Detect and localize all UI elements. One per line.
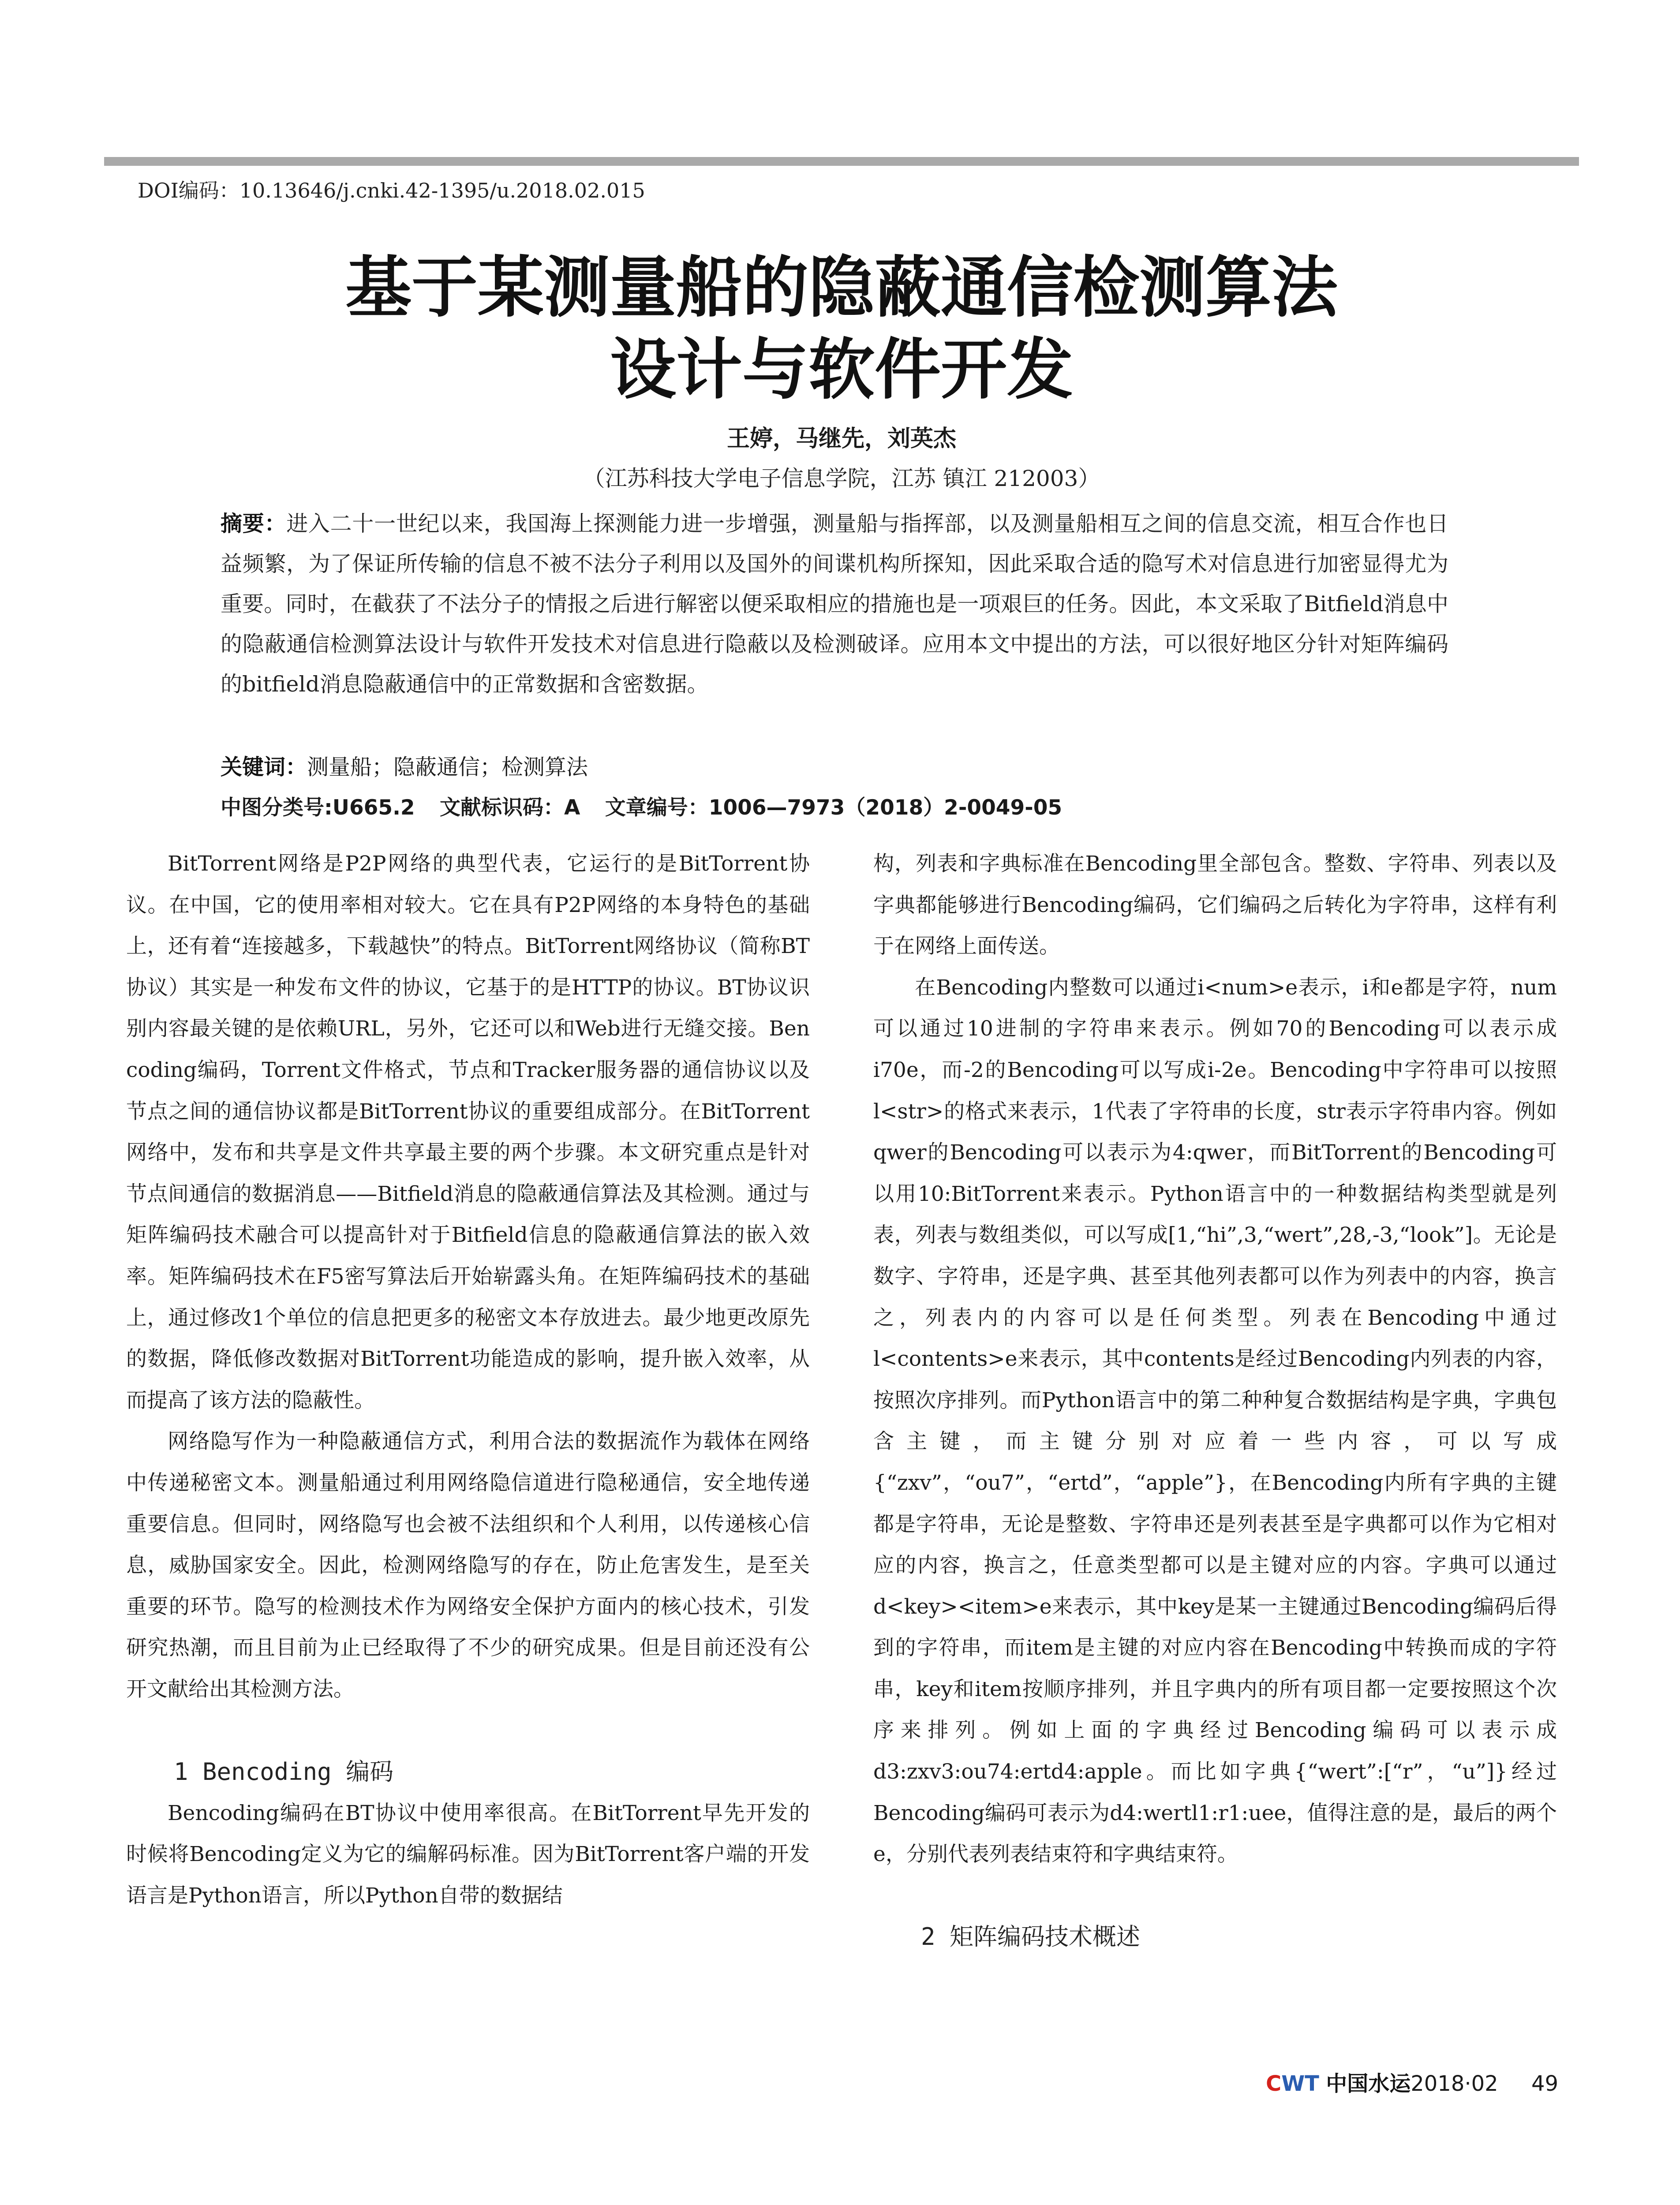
article-number: 文章编号：1006—7973（2018）2-0049-05 bbox=[605, 796, 1063, 820]
header-rule bbox=[104, 157, 1579, 166]
body-paragraph: BitTorrent网络是P2P网络的典型代表，它运行的是BitTorrent协议。在中国，它的使用率相对较大。它在具有P2P网络的本身特色的基础上，还有着“连接越多，下载越快”的特点。BitTorrent网络协议（简称BT协议）其实是一种发布文件的协议，它基于的是HTTP的协议。BT协议识别内容最关键的是依赖URL，另外，它还可以和Web进行无缝交接。Ben coding编码，Torrent文件格式，节点和Tracker服务器的通信协议以及节点之间的通信协议都是BitTorrent协议的重要组成部分。在BitTorrent网络中，发布和共享是文件共享最主要的两个步骤。本文研究重点是针对节点间通信的数据消息——Bitfield消息的隐蔽通信算法及其检测。通过与矩阵编码技术融合可以提高针对于Bitfield信息的隐蔽通信算法的嵌入效率。矩阵编码技术在F5密写算法后开始崭露头角。在矩阵编码技术的基础上，通过修改1个单位的信息把更多的秘密文本存放进去。最少地更改原先的数据，降低修改数据对BitTorrent功能造成的影响，提升嵌入效率，从而提高了该方法的隐蔽性。 bbox=[126, 852, 810, 1413]
clc-number: 中图分类号:U665.2 bbox=[221, 796, 415, 820]
journal-logo-wt: WT bbox=[1281, 2071, 1319, 2096]
keywords-label: 关键词： bbox=[221, 755, 307, 780]
journal-name: 中国水运 bbox=[1326, 2071, 1411, 2096]
journal-logo-c: C bbox=[1266, 2071, 1282, 2096]
title-line-2: 设计与软件开发 bbox=[610, 332, 1073, 408]
page-number: 49 bbox=[1531, 2071, 1559, 2096]
journal-issue: 2018·02 bbox=[1411, 2071, 1498, 2096]
abstract-label: 摘要： bbox=[221, 511, 287, 536]
paper-title bbox=[104, 247, 1579, 411]
section-heading-1: 1 Bencoding 编码 bbox=[174, 1758, 394, 1786]
classification-line bbox=[221, 790, 1500, 826]
section-heading-2: 2 矩阵编码技术概述 bbox=[921, 1923, 1141, 1951]
keywords bbox=[221, 750, 1448, 785]
body-paragraph: 在Bencoding内整数可以通过i<num>e表示，i和e都是字符，num可以通过10进制的字符串来表示。例如70的Bencoding可以表示成i70e，而-2的Bencoding可以写成i-2e。Bencoding中字符串可以按照l<str>的格式来表示，1代表了字符串的长度，str表示字符串内容。例如qwer的Bencoding可以表示为4:qwer，而BitTorrent的Bencoding可以用10:BitTorrent来表示。Python语言中的一种数据结构类型就是列表，列表与数组类似，可以写成[1,“hi”,3,“wert”,28,-3,“look”]。无论是数字、字符串，还是字典、甚至其他列表都可以作为列表中的内容，换言之，列表内的内容可以是任何类型。列表在Bencoding中通过l<contents>e来表示，其中contents是经过Bencoding内列表的内容，按照次序排列。而Python语言中的第二种种复合数据结构是字典，字典包含主键，而主键分别对应着一些内容，可以写成{“zxv”，“ou7”，“ertd”，“apple”}，在Bencoding内所有字典的主键都是字符串，无论是整数、字符串还是列表甚至是字典都可以作为它相对应的内容，换言之，任意类型都可以是主键对应的内容。字典可以通过d<key><item>e来表示，其中key是某一主键通过Bencoding编码后得到的字符串，而item是主键的对应内容在Bencoding中转换而成的字符串，key和item按顺序排列，并且字典内的所有项目都一定要按照这个次序来排列。例如上面的字典经过Bencoding编码可以表示成d3:zxv3:ou74:ertd4:apple。而比如字典{“wert”:[“r”，“u”]}经过Bencoding编码可表示为d4:wertl1:r1:uee，值得注意的是，最后的两个e，分别代表列表结束符和字典结束符。 bbox=[873, 975, 1557, 1867]
body-paragraph: Bencoding编码在BT协议中使用率很高。在BitTorrent早先开发的时候将Bencoding定义为它的编解码标准。因为BitTorrent客户端的开发语言是Python语言，所以Python自带的数据结 bbox=[126, 1801, 810, 1908]
abstract bbox=[221, 504, 1448, 704]
abstract-text: 进入二十一世纪以来，我国海上探测能力进一步增强，测量船与指挥部，以及测量船相互之间的信息交流，相互合作也日益频繁，为了保证所传输的信息不被不法分子利用以及国外的间谍机构所探知，因此采取合适的隐写术对信息进行加密显得尤为重要。同时，在截获了不法分子的情报之后进行解密以便采取相应的措施也是一项艰巨的任务。因此，本文采取了Bitfield消息中的隐蔽通信检测算法设计与软件开发技术对信息进行隐蔽以及检测破译。应用本文中提出的方法，可以很好地区分针对矩阵编码的bitfield消息隐蔽通信中的正常数据和含密数据。 bbox=[221, 511, 1448, 697]
doi-line: DOI编码：10.13646/j.cnki.42-1395/u.2018.02.015 bbox=[138, 179, 645, 202]
authors: 王婷，马继先，刘英杰 bbox=[726, 426, 956, 452]
document-code: 文献标识码：A bbox=[440, 796, 580, 820]
left-column bbox=[126, 843, 810, 1916]
body-paragraph: 网络隐写作为一种隐蔽通信方式，利用合法的数据流作为载体在网络中传递秘密文本。测量船通过利用网络隐信道进行隐秘通信，安全地传递重要信息。但同时，网络隐写也会被不法组织和个人利用，以传递核心信息，威胁国家安全。因此，检测网络隐写的存在，防止危害发生，是至关重要的环节。隐写的检测技术作为网络安全保护方面内的核心技术，引发研究热潮，而且目前为止已经取得了不少的研究成果。但是目前还没有公开文献给出其检测方法。 bbox=[126, 1429, 810, 1701]
right-column bbox=[873, 843, 1557, 1958]
title-line-1: 基于某测量船的隐蔽通信检测算法 bbox=[345, 250, 1338, 326]
keywords-text: 测量船；隐蔽通信；检测算法 bbox=[307, 755, 588, 780]
affiliation: （江苏科技大学电子信息学院，江苏 镇江 212003） bbox=[583, 466, 1100, 491]
body-paragraph: 构，列表和字典标准在Bencoding里全部包含。整数、字符串、列表以及字典都能够进行Bencoding编码，它们编码之后转化为字符串，这样有利于在网络上面传送。 bbox=[873, 852, 1557, 959]
page-footer bbox=[1266, 2068, 1558, 2099]
